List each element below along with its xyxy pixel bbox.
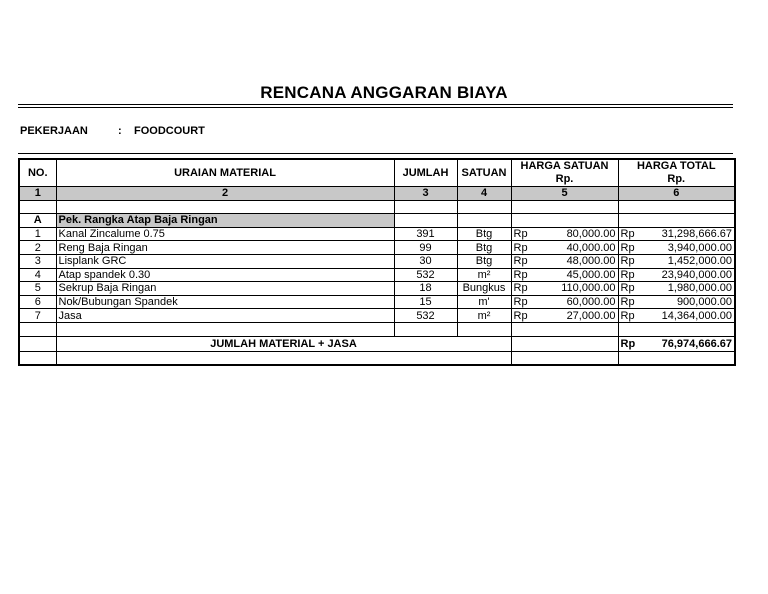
header-jumlah: JUMLAH (394, 159, 457, 187)
item-total-currency: Rp (618, 254, 641, 268)
table-row (19, 268, 735, 282)
table-row (19, 295, 735, 309)
item-qty: 532 (394, 268, 457, 282)
item-total-currency: Rp (618, 309, 641, 323)
total-row (19, 336, 735, 351)
item-price: 27,000.00 (535, 309, 618, 323)
item-total: 3,940,000.00 (641, 241, 735, 255)
table-row (19, 254, 735, 268)
index-cell: 6 (618, 187, 735, 201)
item-total: 900,000.00 (641, 295, 735, 309)
item-price: 40,000.00 (535, 241, 618, 255)
item-price: 48,000.00 (535, 254, 618, 268)
header-uraian: URAIAN MATERIAL (56, 159, 394, 187)
title-rule-bottom (18, 107, 733, 108)
section-name: Pek. Rangka Atap Baja Ringan (56, 214, 394, 228)
item-total: 23,940,000.00 (641, 268, 735, 282)
index-cell: 3 (394, 187, 457, 201)
header-harga-satuan (511, 159, 618, 187)
item-unit: m² (457, 309, 511, 323)
item-no: 3 (19, 254, 56, 268)
item-total: 1,452,000.00 (641, 254, 735, 268)
item-no: 2 (19, 241, 56, 255)
project-colon: : (118, 125, 122, 137)
total-label: JUMLAH MATERIAL + JASA (56, 336, 511, 351)
spacer-row (19, 322, 735, 336)
total-currency: Rp (618, 336, 641, 351)
header-satuan: SATUAN (457, 159, 511, 187)
item-price-currency: Rp (511, 282, 535, 296)
table-row (19, 309, 735, 323)
item-total-currency: Rp (618, 227, 641, 241)
item-qty: 30 (394, 254, 457, 268)
item-name: Lisplank GRC (56, 254, 394, 268)
item-name: Atap spandek 0.30 (56, 268, 394, 282)
item-no: 6 (19, 295, 56, 309)
item-total-currency: Rp (618, 282, 641, 296)
item-name: Jasa (56, 309, 394, 323)
item-no: 1 (19, 227, 56, 241)
index-cell: 1 (19, 187, 56, 201)
item-price-currency: Rp (511, 295, 535, 309)
index-cell: 5 (511, 187, 618, 201)
budget-table (18, 158, 736, 366)
item-unit: Btg (457, 241, 511, 255)
header-harga-total (618, 159, 735, 187)
item-qty: 391 (394, 227, 457, 241)
item-total-currency: Rp (618, 268, 641, 282)
item-price: 60,000.00 (535, 295, 618, 309)
item-price-currency: Rp (511, 309, 535, 323)
table-row (19, 282, 735, 296)
item-unit: Bungkus (457, 282, 511, 296)
spacer-row (19, 351, 735, 365)
item-name: Nok/Bubungan Spandek (56, 295, 394, 309)
item-name: Sekrup Baja Ringan (56, 282, 394, 296)
page-title: RENCANA ANGGARAN BIAYA (260, 83, 508, 102)
item-price-currency: Rp (511, 268, 535, 282)
project-label: PEKERJAAN (20, 125, 88, 137)
index-cell: 2 (56, 187, 394, 201)
item-price-currency: Rp (511, 227, 535, 241)
item-qty: 18 (394, 282, 457, 296)
item-price-currency: Rp (511, 254, 535, 268)
item-unit: m² (457, 268, 511, 282)
item-name: Kanal Zincalume 0.75 (56, 227, 394, 241)
item-total-currency: Rp (618, 295, 641, 309)
index-cell: 4 (457, 187, 511, 201)
table-row (19, 241, 735, 255)
item-price: 45,000.00 (535, 268, 618, 282)
section-code: A (19, 214, 56, 228)
total-value: 76,974,666.67 (641, 336, 735, 351)
table-header-row (19, 159, 735, 187)
header-harga-total-label: HARGA TOTAL (636, 160, 716, 172)
header-harga-satuan-unit: Rp. (555, 173, 574, 185)
item-price: 80,000.00 (535, 227, 618, 241)
section-row (19, 214, 735, 228)
project-rule (18, 153, 733, 154)
table-row (19, 227, 735, 241)
spacer-row (19, 200, 735, 214)
item-total-currency: Rp (618, 241, 641, 255)
item-qty: 99 (394, 241, 457, 255)
item-name: Reng Baja Ringan (56, 241, 394, 255)
item-total: 14,364,000.00 (641, 309, 735, 323)
item-unit: Btg (457, 227, 511, 241)
item-unit: m' (457, 295, 511, 309)
item-unit: Btg (457, 254, 511, 268)
item-no: 7 (19, 309, 56, 323)
item-no: 5 (19, 282, 56, 296)
header-harga-satuan-label: HARGA SATUAN (520, 160, 609, 172)
item-no: 4 (19, 268, 56, 282)
item-price-currency: Rp (511, 241, 535, 255)
item-qty: 532 (394, 309, 457, 323)
item-total: 1,980,000.00 (641, 282, 735, 296)
header-no: NO. (19, 159, 56, 187)
item-total: 31,298,666.67 (641, 227, 735, 241)
item-qty: 15 (394, 295, 457, 309)
item-price: 110,000.00 (535, 282, 618, 296)
column-index-row (19, 187, 735, 201)
project-value: FOODCOURT (134, 125, 205, 137)
title-rule-top (18, 104, 733, 105)
header-harga-total-unit: Rp. (667, 173, 686, 185)
